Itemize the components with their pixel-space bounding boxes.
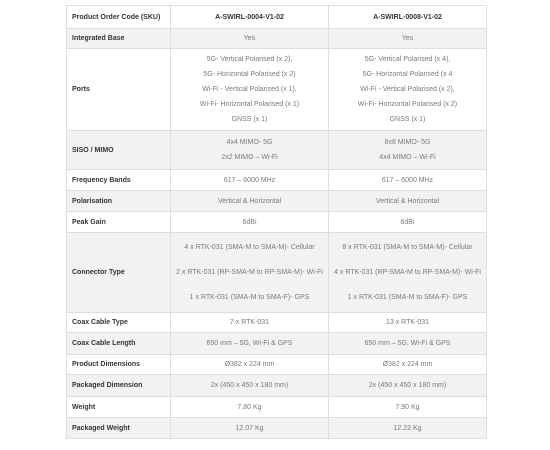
weight-b-value: 7.90 Kg <box>395 403 420 411</box>
row-ports <box>67 49 487 131</box>
row-weight <box>67 397 487 418</box>
siso-mimo-b <box>329 131 487 170</box>
ports-b-line: Wi-Fi - Vertical Polarised (x 2), <box>360 86 455 93</box>
product-dimensions-b <box>329 355 487 375</box>
label-integrated-base: Integrated Base <box>67 29 171 49</box>
ports-a-line: Wi-Fi - Vertical Polarised (x 1), <box>202 86 297 93</box>
coax-cable-length-a-value: 650 mm – 5G, Wi-Fi & GPS <box>206 340 293 347</box>
integrated-base-b-value: Yes <box>401 35 414 42</box>
coax-cable-type-a-value: 7 x RTK-031 <box>229 319 270 326</box>
label-weight: Weight <box>67 397 171 418</box>
ports-b-line: Wi-Fi- Horizontal Polarised (x 2) <box>357 101 458 108</box>
connector-type-b-line: 8 x RTK-031 (SMA-M to SMA-M)- Cellular <box>342 244 473 251</box>
peak-gain-a <box>171 212 329 233</box>
weight-b <box>329 397 487 418</box>
coax-cable-type-a <box>171 313 329 333</box>
product-dimensions-b-value: Ø382 x 224 mm <box>382 361 433 368</box>
ports-a-line: Wi-Fi- Horizontal Polarised (x 1) <box>199 101 300 108</box>
sku-a-value: A-SWIRL-0004-V1-02 <box>215 13 284 21</box>
frequency-bands-a <box>171 170 329 191</box>
ports-b-line: 5G- Horizontal Polarised (x 4 <box>362 71 453 78</box>
connector-type-a-line: 4 x RTK-031 (SMA-M to SMA-M)- Cellular <box>184 244 315 251</box>
packaged-dimension-b-value: 2x (450 x 450 x 180 mm) <box>368 382 447 389</box>
frequency-bands-a-value: 617 – 6000 MHz <box>223 176 276 184</box>
spec-table <box>66 5 487 439</box>
coax-cable-length-a <box>171 333 329 355</box>
frequency-bands-b-value: 617 – 6000 MHz <box>381 176 434 184</box>
row-product-dimensions <box>67 355 487 375</box>
coax-cable-type-b-value: 13 x RTK-031 <box>385 319 430 326</box>
packaged-weight-b <box>329 418 487 439</box>
row-connector-type <box>67 233 487 313</box>
ports-a <box>171 49 329 131</box>
packaged-weight-a <box>171 418 329 439</box>
row-coax-cable-length <box>67 333 487 355</box>
coax-cable-length-b-value: 650 mm – 5G, Wi-Fi & GPS <box>364 340 451 347</box>
ports-a-line: GNSS (x 1) <box>231 116 268 123</box>
siso-mimo-b-line: 4x4 MIMO – Wi-Fi <box>379 154 436 161</box>
label-ports: Ports <box>67 49 171 131</box>
coax-cable-type-b <box>329 313 487 333</box>
polarisation-a-value: Vertical & Horizontal <box>217 197 282 205</box>
connector-type-b-line: 1 x RTK-031 (SMA-M to SMA-F)- GPS <box>347 294 468 301</box>
connector-type-a <box>171 233 329 313</box>
connector-type-b <box>329 233 487 313</box>
row-peak-gain <box>67 212 487 233</box>
label-connector-type: Connector Type <box>67 233 171 313</box>
label-polarisation: Polarisation <box>67 191 171 212</box>
ports-b <box>329 49 487 131</box>
row-frequency-bands <box>67 170 487 191</box>
row-packaged-weight <box>67 418 487 439</box>
packaged-weight-a-value: 12.07 Kg <box>235 424 264 432</box>
integrated-base-b <box>329 29 487 49</box>
label-peak-gain: Peak Gain <box>67 212 171 233</box>
siso-mimo-b-line: 8x8 MIMO- 5G <box>384 139 431 146</box>
siso-mimo-a-line: 2x2 MIMO – Wi-Fi <box>221 154 278 161</box>
siso-mimo-a-line: 4x4 MIMO- 5G <box>226 139 273 146</box>
label-product-dimensions: Product Dimensions <box>67 355 171 375</box>
label-frequency-bands: Frequency Bands <box>67 170 171 191</box>
ports-a-line: 5G- Horizontal Polarised (x 2) <box>203 71 296 78</box>
sku-b <box>329 6 487 29</box>
row-integrated-base <box>67 29 487 49</box>
label-packaged-weight: Packaged Weight <box>67 418 171 439</box>
sku-b-value: A-SWIRL-0008-V1-02 <box>373 13 442 21</box>
row-siso-mimo <box>67 131 487 170</box>
packaged-weight-b-value: 12.22 Kg <box>393 424 422 432</box>
packaged-dimension-a-value: 2x (450 x 450 x 180 mm) <box>210 382 289 389</box>
label-coax-cable-type: Coax Cable Type <box>67 313 171 333</box>
label-siso-mimo: SISO / MIMO <box>67 131 171 170</box>
peak-gain-a-value: 6dBi <box>242 218 257 226</box>
weight-a <box>171 397 329 418</box>
weight-a-value: 7.80 Kg <box>237 403 262 411</box>
packaged-dimension-a <box>171 375 329 397</box>
ports-a-line: 5G- Vertical Polarised (x 2), <box>206 56 293 63</box>
connector-type-a-line: 2 x RTK-031 (RP-SMA-M to RP-SMA-M)- Wi-Fi <box>176 269 323 276</box>
label-packaged-dimension: Packaged Dimension <box>67 375 171 397</box>
sku-a <box>171 6 329 29</box>
packaged-dimension-b <box>329 375 487 397</box>
siso-mimo-a <box>171 131 329 170</box>
product-dimensions-a-value: Ø382 x 224 mm <box>224 361 275 368</box>
coax-cable-length-b <box>329 333 487 355</box>
ports-b-line: 5G- Vertical Polarised (x 4), <box>364 56 451 63</box>
row-packaged-dimension <box>67 375 487 397</box>
row-polarisation <box>67 191 487 212</box>
polarisation-a <box>171 191 329 212</box>
label-coax-cable-length: Coax Cable Length <box>67 333 171 355</box>
product-dimensions-a <box>171 355 329 375</box>
integrated-base-a-value: Yes <box>243 35 256 42</box>
integrated-base-a <box>171 29 329 49</box>
row-sku <box>67 6 487 29</box>
row-coax-cable-type <box>67 313 487 333</box>
label-sku: Product Order Code (SKU) <box>67 6 171 29</box>
peak-gain-b <box>329 212 487 233</box>
frequency-bands-b <box>329 170 487 191</box>
connector-type-b-line: 4 x RTK-031 (RP-SMA-M to RP-SMA-M)- Wi-Fi <box>334 269 481 276</box>
connector-type-a-line: 1 x RTK-031 (SMA-M to SMA-F)- GPS <box>189 294 310 301</box>
polarisation-b-value: Vertical & Horizontal <box>375 197 440 205</box>
ports-b-line: GNSS (x 1) <box>389 116 426 123</box>
peak-gain-b-value: 6dBi <box>400 218 415 226</box>
polarisation-b <box>329 191 487 212</box>
